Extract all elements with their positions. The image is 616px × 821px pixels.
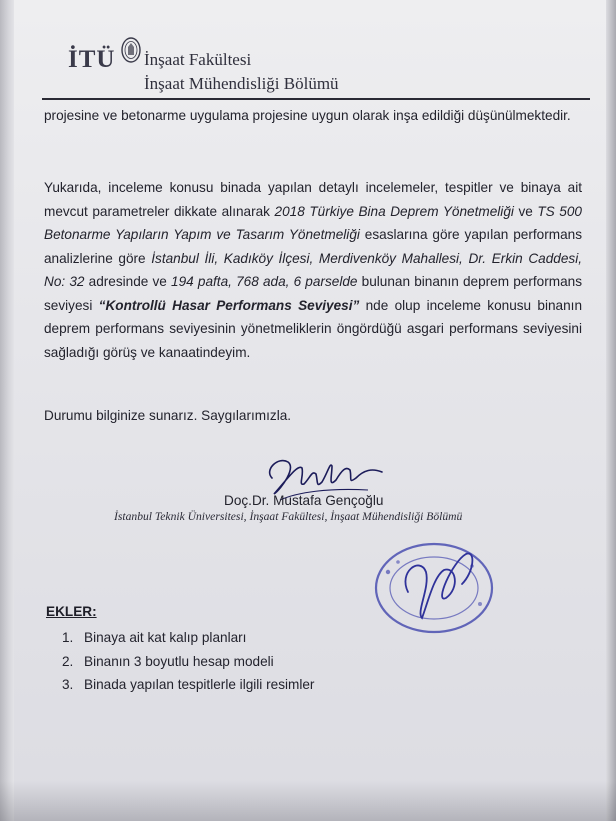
text-segment: bulunan binanın deprem performans seviyesi (44, 274, 582, 313)
list-text: Binaya ait kat kalıp planları (84, 630, 247, 645)
regulation-2018: 2018 Türkiye Bina Deprem Yönetmeliği (274, 203, 514, 219)
text-segment: adresinde ve (84, 274, 172, 289)
itu-emblem-icon (120, 36, 142, 66)
header-rule (42, 98, 590, 100)
text-segment: nde olup inceleme konusu binanın deprem performans seviyesinin yönetmeliklerin öngördüğü asgari performans seviyesini sağladığı görüş ve kanaatindeyim. (44, 297, 583, 360)
closing-line: Durumu bilginize sunarız. Saygılarımızla. (44, 408, 292, 423)
logo-text: İTÜ (68, 46, 116, 73)
performance-level: “Kontrollü Hasar Performans Seviyesi” (98, 297, 360, 313)
text-segment: Yukarıda, inceleme konusu binada yapılan detaylı incelemeler, tespitler ve binaya ait mevcut parametreler dikkate alınarak (44, 180, 582, 219)
faculty-name: İnşaat Fakültesi (144, 50, 252, 69)
department-name: İnşaat Mühendisliği Bölümü (144, 74, 339, 93)
building-address: İstanbul İli, Kadıköy İlçesi, Merdivenköy Mahallesi, Dr. Erkin Caddesi, No: 32 (44, 250, 582, 289)
list-text: Binada yapılan tespitlerle ilgili resimler (84, 677, 315, 692)
signer-name: Doç.Dr. Mustafa Gençoğlu (224, 493, 384, 508)
text-segment: ve (513, 203, 538, 219)
list-item (62, 650, 314, 674)
official-stamp (368, 532, 508, 642)
paragraph-assessment (44, 176, 582, 364)
page-right-edge (606, 0, 616, 821)
regulation-ts500: TS 500 Betonarme Yapıların Yapım ve Tasarım Yönetmeliği (44, 203, 582, 242)
signer-affiliation: İstanbul Teknik Üniversitesi, İnşaat Fakültesi, İnşaat Mühendisliği Bölümü (114, 510, 463, 523)
list-number: 1. (62, 630, 74, 645)
list-item (62, 626, 314, 650)
parcel-info: 194 pafta, 768 ada, 6 parselde (171, 274, 358, 289)
attachments-list (62, 626, 314, 697)
page-left-edge (0, 0, 14, 821)
list-item (62, 673, 314, 697)
paragraph-continued: projesine ve betonarme uygulama projesine uygun olarak inşa edildiği düşünülmektedir. (44, 108, 571, 123)
list-number: 3. (62, 677, 74, 692)
list-text: Binanın 3 boyutlu hesap modeli (84, 653, 274, 669)
list-number: 2. (62, 653, 74, 669)
attachments-title: EKLER: (46, 604, 97, 619)
text-segment: esaslarına göre yapılan performans analizlerine göre (44, 227, 582, 266)
page-bottom-shadow (0, 781, 616, 821)
